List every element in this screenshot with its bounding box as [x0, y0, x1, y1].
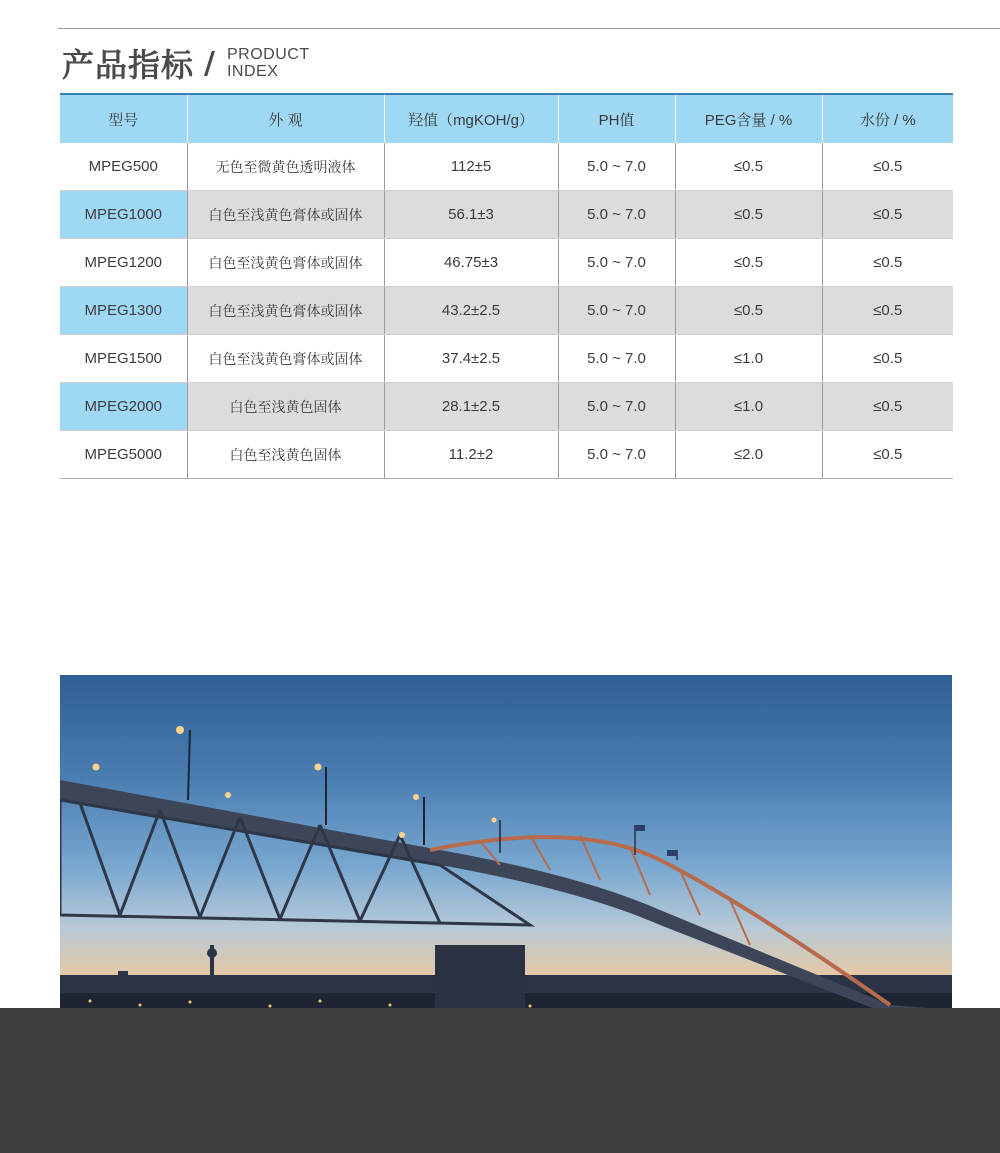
bridge-flags — [635, 825, 677, 860]
cell-model: MPEG1000 — [60, 191, 187, 239]
cell-hydroxyl: 112±5 — [384, 143, 558, 191]
cell-ph: 5.0 ~ 7.0 — [558, 287, 675, 335]
cell-peg: ≤0.5 — [675, 287, 822, 335]
table-row — [60, 431, 953, 479]
cell-water: ≤0.5 — [822, 191, 953, 239]
cell-ph: 5.0 ~ 7.0 — [558, 335, 675, 383]
cell-water: ≤0.5 — [822, 287, 953, 335]
column-header-ph: PH值 — [558, 94, 675, 143]
bridge-photo — [60, 675, 952, 1025]
cell-water: ≤0.5 — [822, 239, 953, 287]
table-row — [60, 287, 953, 335]
cell-hydroxyl: 11.2±2 — [384, 431, 558, 479]
cell-peg: ≤2.0 — [675, 431, 822, 479]
title-en-line2: INDEX — [226, 63, 279, 80]
section-header — [62, 40, 310, 86]
cell-ph: 5.0 ~ 7.0 — [558, 191, 675, 239]
cell-model: MPEG1300 — [60, 287, 187, 335]
bridge-illustration — [60, 675, 952, 1025]
table-row — [60, 143, 953, 191]
cell-peg: ≤0.5 — [675, 143, 822, 191]
section-title-en — [227, 46, 310, 80]
cell-hydroxyl: 56.1±3 — [384, 191, 558, 239]
cell-appearance: 白色至浅黄色固体 — [187, 431, 384, 479]
cell-ph: 5.0 ~ 7.0 — [558, 431, 675, 479]
title-slash: / — [204, 45, 215, 81]
product-index-table — [60, 93, 953, 479]
cell-model: MPEG1500 — [60, 335, 187, 383]
column-header-hydroxyl: 羟值（mgKOH/g） — [384, 94, 558, 143]
cell-model: MPEG5000 — [60, 431, 187, 479]
cell-peg: ≤0.5 — [675, 239, 822, 287]
cell-appearance: 无色至微黄色透明液体 — [187, 143, 384, 191]
top-rule — [58, 28, 1000, 29]
section-title-cn: 产品指标 — [62, 46, 195, 84]
cell-hydroxyl: 46.75±3 — [384, 239, 558, 287]
table-row — [60, 239, 953, 287]
cell-water: ≤0.5 — [822, 335, 953, 383]
footer-band — [0, 1008, 1000, 1153]
cell-water: ≤0.5 — [822, 431, 953, 479]
table-row — [60, 191, 953, 239]
cell-appearance: 白色至浅黄色膏体或固体 — [187, 239, 384, 287]
cell-hydroxyl: 37.4±2.5 — [384, 335, 558, 383]
table-header-row — [60, 94, 953, 143]
cell-hydroxyl: 28.1±2.5 — [384, 383, 558, 431]
cell-model: MPEG2000 — [60, 383, 187, 431]
cell-appearance: 白色至浅黄色膏体或固体 — [187, 287, 384, 335]
cell-peg: ≤0.5 — [675, 191, 822, 239]
column-header-appearance: 外 观 — [187, 94, 384, 143]
cell-peg: ≤1.0 — [675, 383, 822, 431]
cell-appearance: 白色至浅黄色膏体或固体 — [187, 335, 384, 383]
cell-model: MPEG1200 — [60, 239, 187, 287]
column-header-model: 型号 — [60, 94, 187, 143]
cell-hydroxyl: 43.2±2.5 — [384, 287, 558, 335]
cell-ph: 5.0 ~ 7.0 — [558, 239, 675, 287]
arch-diagonals — [480, 835, 750, 945]
table-row — [60, 335, 953, 383]
cell-ph: 5.0 ~ 7.0 — [558, 383, 675, 431]
cell-appearance: 白色至浅黄色膏体或固体 — [187, 191, 384, 239]
column-header-water: 水份 / % — [822, 94, 953, 143]
column-header-peg: PEG含量 / % — [675, 94, 822, 143]
cell-model: MPEG500 — [60, 143, 187, 191]
title-en-line1: PRODUCT — [226, 46, 310, 63]
table-row — [60, 383, 953, 431]
cell-water: ≤0.5 — [822, 143, 953, 191]
cell-ph: 5.0 ~ 7.0 — [558, 143, 675, 191]
cell-peg: ≤1.0 — [675, 335, 822, 383]
cell-appearance: 白色至浅黄色固体 — [187, 383, 384, 431]
cell-water: ≤0.5 — [822, 383, 953, 431]
